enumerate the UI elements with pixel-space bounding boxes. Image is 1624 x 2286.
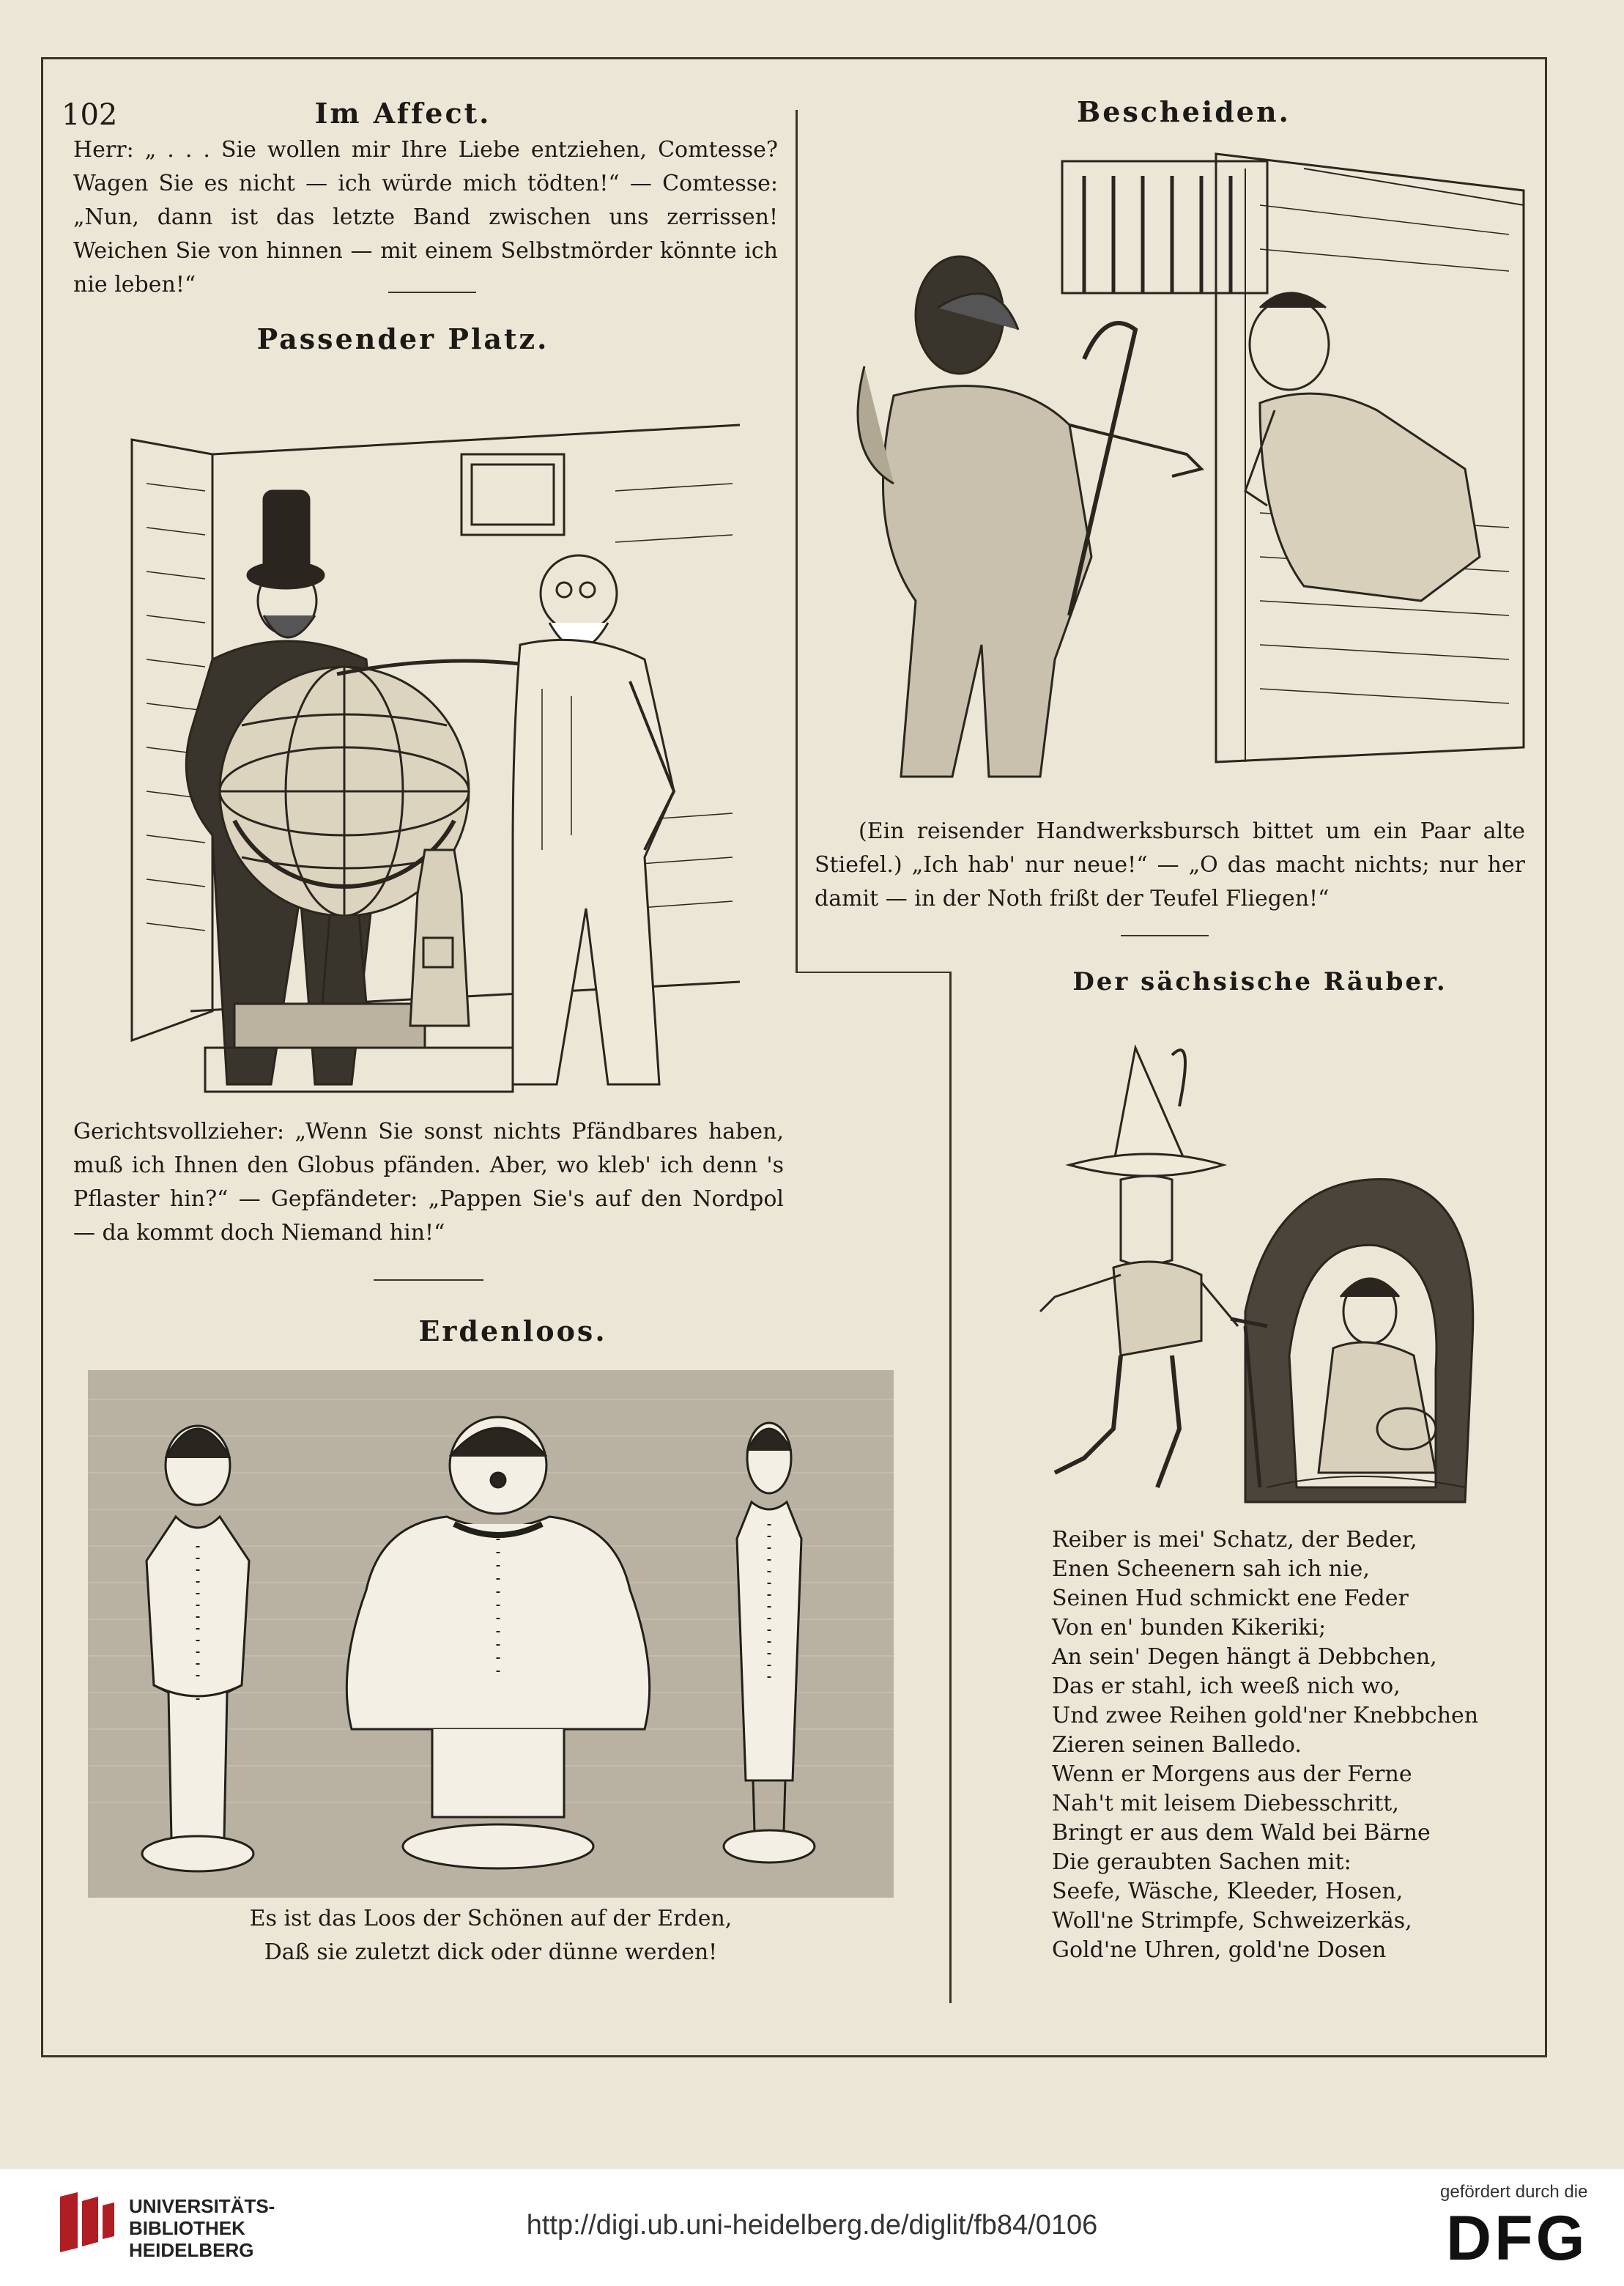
poem-line: Von en' bunden Kikeriki; <box>1052 1615 1327 1640</box>
poem-line: Zieren seinen Balledo. <box>1052 1732 1302 1758</box>
library-line: BIBLIOTHEK <box>129 2217 245 2239</box>
erdenloos-caption-line2: Daß sie zuletzt dick oder dünne werden! <box>264 1939 718 1965</box>
passender-platz-title: Passender Platz. <box>256 322 549 355</box>
im-affect-text: Herr: „ . . . Sie wollen mir Ihre Liebe entziehen, Comtesse? Wagen Sie es nicht — ich würde mich tödten!“ — Comtesse: „Nun, dann ist das letzte Band zwischen uns zerrissen! Weichen Sie von hinnen — mit einem Selbstmörder könnte ich nie leben!“ <box>73 137 778 297</box>
poem-line: Gold'ne Uhren, gold'ne Dosen <box>1052 1937 1387 1963</box>
library-line: HEIDELBERG <box>129 2239 254 2261</box>
bescheiden-title: Bescheiden. <box>1077 95 1291 128</box>
globe-illustration <box>103 381 747 1099</box>
dfg-logo[interactable]: DFG <box>1446 2203 1588 2274</box>
divider <box>388 292 476 293</box>
erdenloos-title: Erdenloos. <box>418 1314 607 1347</box>
im-affect-title: Im Affect. <box>314 97 492 130</box>
poem-line: An sein' Degen hängt ä Debbchen, <box>1052 1644 1437 1670</box>
dolls-illustration <box>88 1370 894 1898</box>
poem-line: Und zwee Reihen gold'ner Knebbchen <box>1052 1703 1479 1728</box>
divider <box>1121 935 1209 936</box>
poem-line: Bringt er aus dem Wald bei Bärne <box>1052 1820 1431 1846</box>
robber-illustration <box>1026 1018 1487 1517</box>
poem-line: Nah't mit leisem Diebesschritt, <box>1052 1791 1399 1816</box>
poem-line: Enen Scheenern sah ich nie, <box>1052 1556 1370 1582</box>
poem-line: Wenn er Morgens aus der Ferne <box>1052 1761 1412 1787</box>
poem-line: Die geraubten Sachen mit: <box>1052 1849 1352 1875</box>
poem-line: Reiber is mei' Schatz, der Beder, <box>1052 1527 1417 1553</box>
poem-line: Seefe, Wäsche, Kleeder, Hosen, <box>1052 1879 1404 1904</box>
raeuber-poem <box>1052 1525 1478 1965</box>
poem-line: Woll'ne Strimpfe, Schweizerkäs, <box>1052 1908 1412 1934</box>
bescheiden-caption: (Ein reisender Handwerksbursch bittet um ein Paar alte Stiefel.) „Ich hab' nur neue!“ — „O das macht nichts; nur her damit — in der Noth frißt der Teufel Fliegen!“ <box>815 818 1525 911</box>
funded-by-label: gefördert durch die <box>1440 2182 1588 2202</box>
raeuber-title: Der sächsische Räuber. <box>1072 967 1447 996</box>
column-rule-bottom <box>949 972 952 2003</box>
poem-line: Seinen Hud schmickt ene Feder <box>1052 1586 1409 1611</box>
library-line: UNIVERSITÄTS- <box>129 2195 275 2217</box>
column-rule-elbow <box>796 972 949 973</box>
journeyman-illustration <box>850 147 1538 806</box>
divider <box>374 1279 483 1281</box>
permalink-url[interactable]: http://digi.ub.uni-heidelberg.de/diglit/fb84/0106 <box>526 2210 1098 2241</box>
page-number: 102 <box>62 98 118 132</box>
poem-line: Das er stahl, ich weeß nich wo, <box>1052 1673 1401 1699</box>
column-rule-top <box>796 110 798 972</box>
erdenloos-caption-line1: Es ist das Loos der Schönen auf der Erden, <box>249 1906 733 1931</box>
passender-platz-caption: Gerichtsvollzieher: „Wenn Sie sonst nichts Pfändbares haben, muß ich Ihnen den Globus pfänden. Aber, wo kleb' ich denn 's Pflaster hin?“ — Gepfändeter: „Pappen Sie's auf den Nordpol — da kommt doch Niemand hin!“ <box>73 1119 784 1246</box>
